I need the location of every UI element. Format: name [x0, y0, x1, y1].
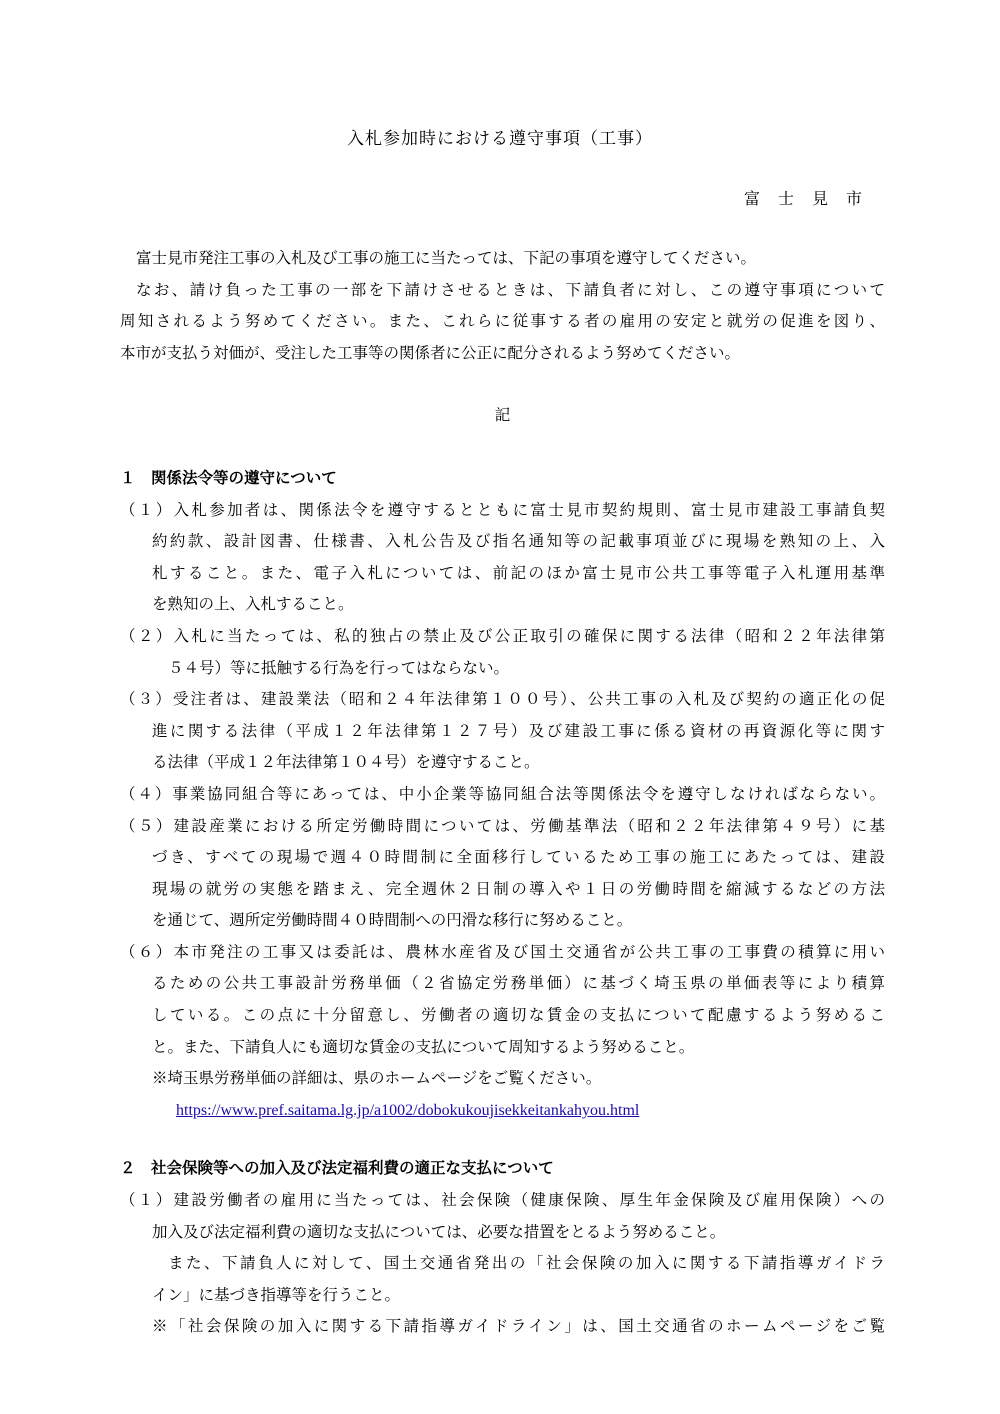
item-line: と。また、下請負人にも適切な賃金の支払について周知するよう努めること。 [152, 1037, 695, 1056]
item-line: 進に関する法律（平成１２年法律第１２７号）及び建設工事に係る資材の再資源化等に関す [152, 721, 885, 740]
issuer-name: 富士見市 [743, 189, 880, 208]
item-line: イン」に基づき指導等を行うこと。 [152, 1285, 401, 1304]
item-line: る法律（平成１２年法律第１０４号）を遵守すること。 [152, 753, 540, 772]
item-line: を熟知の上、入札すること。 [152, 595, 354, 614]
section-1 [120, 463, 885, 1126]
intro-line: 富士見市発注工事の入札及び工事の施工に当たっては、下記の事項を遵守してください。 [136, 249, 757, 267]
item-line: している。この点に十分留意し、労働者の適切な賃金の支払について配慮するよう努めるこ [152, 1006, 885, 1025]
item-line: また、下請負人に対して、国土交通省発出の「社会保険の加入に関する下請指導ガイドラ [168, 1254, 885, 1273]
saitama-labor-cost-link[interactable]: https://www.pref.saitama.lg.jp/a1002/dobokukoujisekkeitankahyou.html [176, 1101, 640, 1119]
section-heading: １ 関係法令等の遵守について [120, 468, 337, 487]
section-heading: ２ 社会保険等への加入及び法定福利費の適正な支払について [120, 1159, 554, 1178]
reference-note: ※「社会保険の加入に関する下請指導ガイドライン」は、国土交通省のホームページをご覧 [152, 1317, 885, 1336]
item-line: るための公共工事設計労務単価（２省協定労務単価）に基づく埼玉県の単価表等により積算 [152, 974, 885, 993]
item-line: 約約款、設計図書、仕様書、入札公告及び指名通知等の記載事項並びに現場を熟知の上、入 [152, 532, 885, 551]
document-title: 入札参加時における遵守事項（工事） [347, 129, 653, 149]
item-line: （６）本市発注の工事又は委託は、農林水産省及び国土交通省が公共工事の工事費の積算に用い [120, 942, 885, 961]
item-line: （４）事業協同組合等にあっては、中小企業等協同組合法等関係法令を遵守しなければならない。 [120, 784, 885, 803]
item-line: （１）入札参加者は、関係法令を遵守するとともに富士見市契約規則、富士見市建設工事請負契 [120, 500, 885, 519]
document-body [120, 243, 885, 1343]
item-line: （３）受注者は、建設業法（昭和２４年法律第１００号）、公共工事の入札及び契約の適正化の促 [120, 690, 885, 709]
item-line: （５）建設産業における所定労働時間については、労働基準法（昭和２２年法律第４９号）に基 [120, 816, 885, 835]
item-line: （２）入札に当たっては、私的独占の禁止及び公正取引の確保に関する法律（昭和２２年法律第 [120, 626, 885, 645]
item-line: （１）建設労働者の雇用に当たっては、社会保険（健康保険、厚生年金保険及び雇用保険）への [120, 1191, 885, 1210]
intro-line: 周知されるよう努めてください。また、これらに従事する者の雇用の安定と就労の促進を図り、 [120, 312, 885, 331]
section-2 [120, 1153, 885, 1343]
item-line: 札すること。また、電子入札については、前記のほか富士見市公共工事等電子入札運用基準 [152, 563, 885, 582]
item-line: を通じて、週所定労働時間４０時間制への円滑な移行に努めること。 [152, 911, 633, 930]
intro-line: 本市が支払う対価が、受注した工事等の関係者に公正に配分されるよう努めてください。 [120, 343, 741, 362]
item-line: 加入及び法定福利費の適切な支払については、必要な措置をとるよう努めること。 [152, 1222, 726, 1241]
link-line [120, 1095, 885, 1127]
item-line: ５４号）等に抵触する行為を行ってはならない。 [168, 658, 510, 677]
ki-marker: 記 [494, 406, 511, 425]
reference-note: ※埼玉県労務単価の詳細は、県のホームページをご覧ください。 [152, 1069, 602, 1088]
intro-paragraph [120, 243, 885, 369]
item-line: づき、すべての現場で週４０時間制に全面移行しているため工事の施工にあたっては、建設 [152, 848, 885, 867]
item-line: 現場の就労の実態を踏まえ、完全週休２日制の導入や１日の労働時間を縮減するなどの方法 [152, 879, 885, 898]
intro-line: なお、請け負った工事の一部を下請けさせるときは、下請負者に対し、この遵守事項について [136, 280, 885, 299]
